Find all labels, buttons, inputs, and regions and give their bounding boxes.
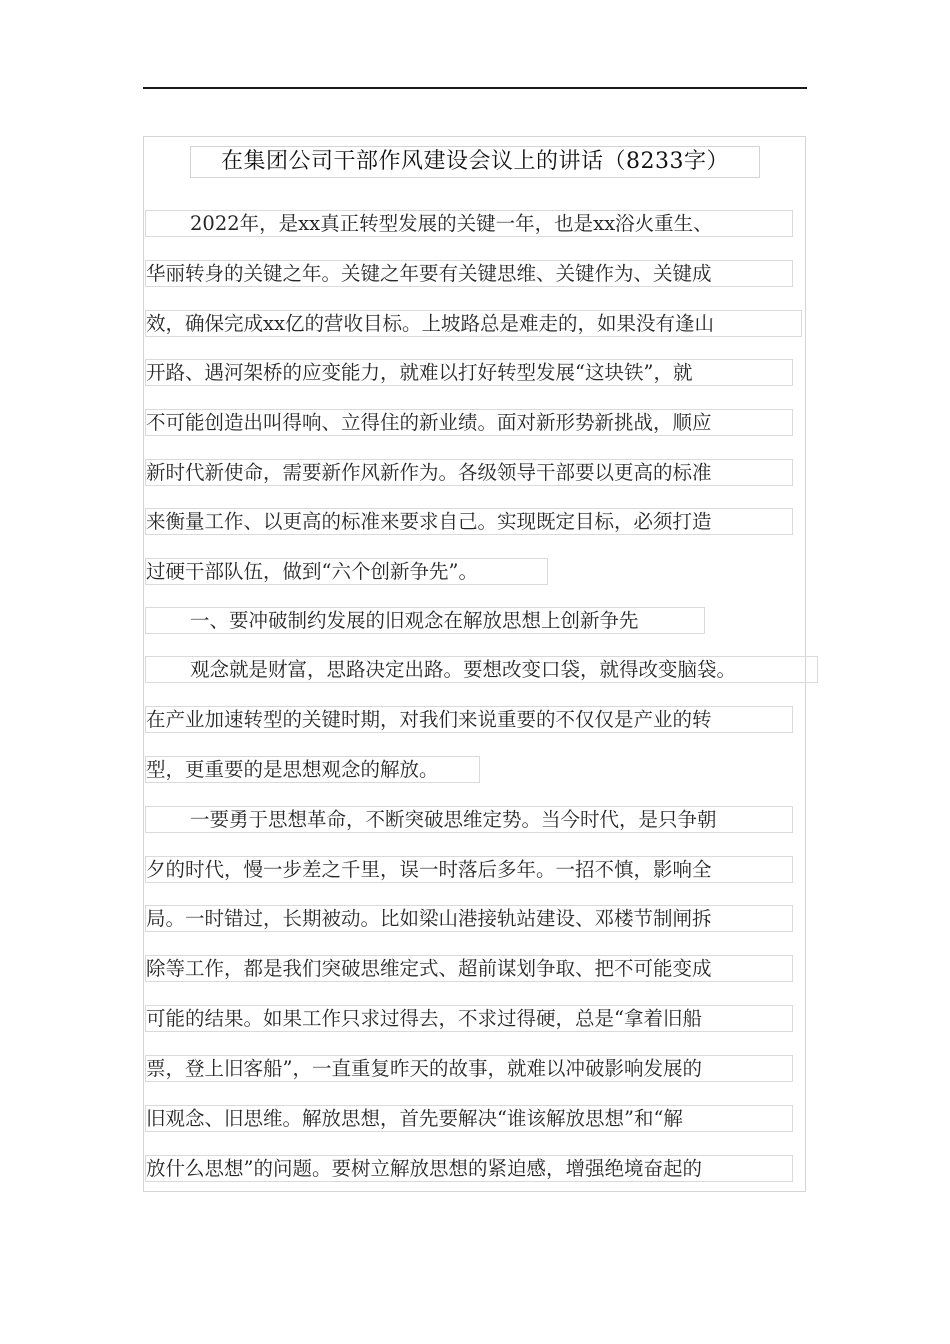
body-line-8: 过硬干部队伍，做到“六个创新争先”。 [145,558,548,585]
body-line-13: 夕的时代，慢一步差之千里，误一时落后多年。一招不慎，影响全 [145,856,793,883]
body-line-10: 在产业加速转型的关键时期，对我们来说重要的不仅仅是产业的转 [145,706,793,733]
body-line-9: 观念就是财富，思路决定出路。要想改变口袋，就得改变脑袋。 [145,656,818,683]
header-rule [143,87,807,89]
body-line-12: 一要勇于思想革命，不断突破思维定势。当今时代，是只争朝 [145,806,793,833]
body-line-17: 票，登上旧客船”，一直重复昨天的故事，就难以冲破影响发展的 [145,1055,793,1082]
body-line-11: 型，更重要的是思想观念的解放。 [145,756,480,783]
body-line-7: 来衡量工作、以更高的标准来要求自己。实现既定目标，必须打造 [145,508,793,535]
body-line-15: 除等工作，都是我们突破思维定式、超前谋划争取、把不可能变成 [145,955,793,982]
body-line-3: 效，确保完成xx亿的营收目标。上坡路总是难走的，如果没有逢山 [145,310,802,337]
body-line-16: 可能的结果。如果工作只求过得去，不求过得硬，总是“拿着旧船 [145,1005,793,1032]
body-line-5: 不可能创造出叫得响、立得住的新业绩。面对新形势新挑战，顺应 [145,409,793,436]
document-title: 在集团公司干部作风建设会议上的讲话（8233字） [190,146,760,178]
body-line-4: 开路、遇河架桥的应变能力，就难以打好转型发展“这块铁”，就 [145,359,793,386]
body-line-18: 旧观念、旧思维。解放思想，首先要解决“谁该解放思想”和“解 [145,1105,793,1132]
body-line-6: 新时代新使命，需要新作风新作为。各级领导干部要以更高的标准 [145,459,793,486]
body-line-1: 2022年，是xx真正转型发展的关键一年，也是xx浴火重生、 [145,210,793,237]
section-heading-1: 一、要冲破制约发展的旧观念在解放思想上创新争先 [145,607,705,634]
body-line-19: 放什么思想”的问题。要树立解放思想的紧迫感，增强绝境奋起的 [145,1155,793,1182]
body-line-2: 华丽转身的关键之年。关键之年要有关键思维、关键作为、关键成 [145,260,793,287]
body-line-14: 局。一时错过，长期被动。比如梁山港接轨站建设、邓楼节制闸拆 [145,905,793,932]
